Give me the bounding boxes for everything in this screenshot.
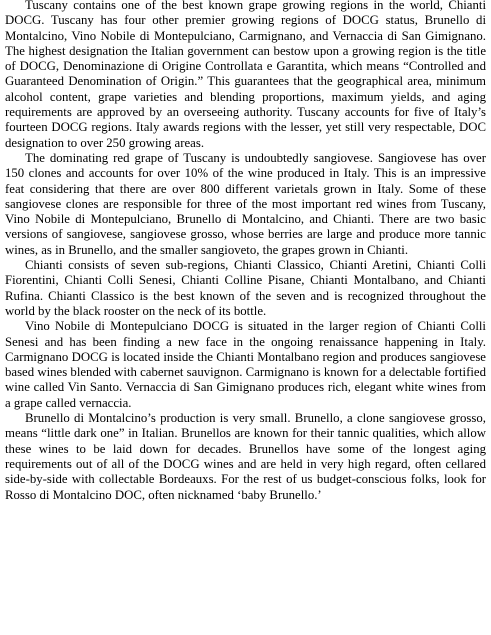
document-page (5, 0, 486, 503)
paragraph-brunello: Brunello di Montalcino’s production is very small. Brunello, a clone sangiovese grosso, means “little dark one” in Italian. Brunellos are known for their tannic qualities, which allow these wines to be laid down for decades. Brunellos have some of the longest aging requirements out of all of the DOCG wines and are held in very high regard, often cellared side-by-side with collectable Bordeauxs. For the rest of us budget-conscious folks, look for Rosso di Montalcino DOC, often nicknamed ‘baby Brunello.’ (5, 411, 486, 502)
paragraph-vino-nobile: Vino Nobile di Montepulciano DOCG is situated in the larger region of Chianti Colli Senesi and has been finding a new face in the ongoing renaissance happening in Italy. Carmignano DOCG is located inside the Chianti Montalbano region and produces sangiovese based wines blended with cabernet sauvignon. Carmignano is known for a delectable fortified wine called Vin Santo. Vernaccia di San Gimignano produces rich, elegant white wines from a grape called vernaccia. (5, 319, 486, 410)
paragraph-tuscany-docg: Tuscany contains one of the best known grape growing regions in the world, Chianti DOCG. Tuscany has four other premier growing regions of DOCG status, Brunello di Montalcino, Vino Nobile di Montepulciano, Carmignano, and Vernaccia di San Gimignano. The highest designation the Italian government can bestow upon a growing region is the title of DOCG, Denominazione di Origine Controllata e Garantita, which means “Controlled and Guaranteed Denomination of Origin.” This guarantees that the geographical area, minimum alcohol content, grape varieties and blending proportions, maximum yields, and aging requirements are approved by an overseeing authority. Tuscany accounts for five of Italy’s fourteen DOCG regions. Italy awards regions with the lesser, yet still very respectable, DOC designation to over 250 growing areas. (5, 0, 486, 150)
paragraph-sangiovese: The dominating red grape of Tuscany is undoubtedly sangiovese. Sangiovese has over 150 clones and accounts for over 10% of the wine produced in Italy. This is an impressive feat considering that there are over 800 different varietals grown in Italy. Some of these sangiovese clones are responsible for three of the most important red wines from Tuscany, Vino Nobile di Montepulciano, Brunello di Montalcino, and Chianti. There are two basic versions of sangiovese, sangiovese grosso, whose berries are large and produce more tannic wines, as in Brunello, and the smaller sangioveto, the grapes grown in Chianti. (5, 150, 486, 257)
paragraph-chianti: Chianti consists of seven sub-regions, Chianti Classico, Chianti Aretini, Chianti Colli Fiorentini, Chianti Colli Senesi, Chianti Colline Pisane, Chianti Montalbano, and Chianti Rufina. Chianti Classico is the best known of the seven and is recognized throughout the world by the black rooster on the neck of its bottle. (5, 258, 486, 318)
